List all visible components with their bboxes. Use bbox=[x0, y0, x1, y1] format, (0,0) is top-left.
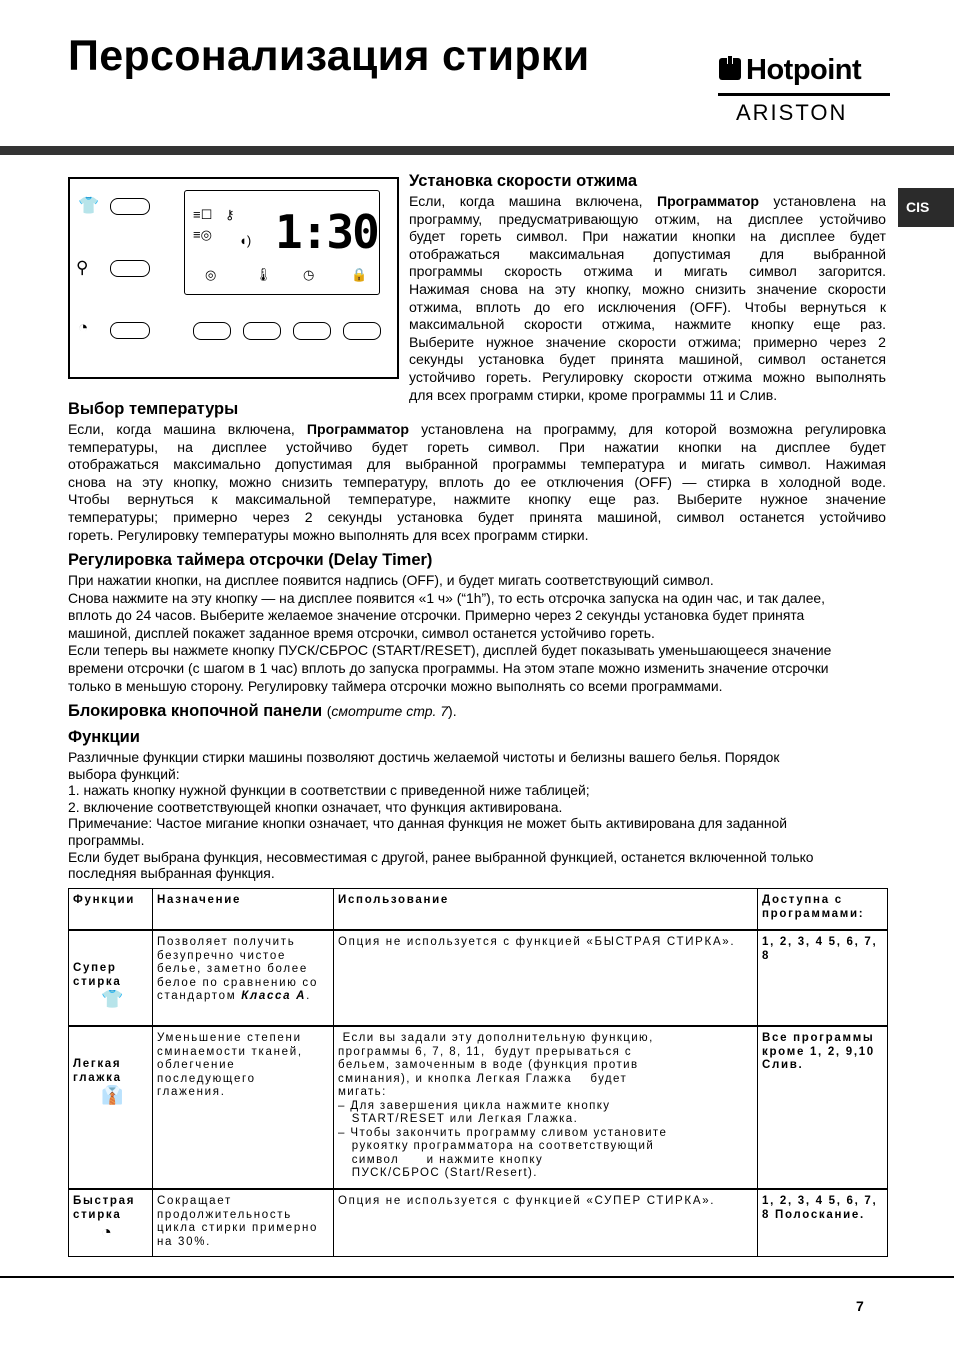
spin-text bbox=[409, 193, 886, 404]
header-usage: Использование bbox=[334, 889, 758, 931]
page-number: 7 bbox=[856, 1298, 864, 1314]
display-phase-icons-2: ≡◎ bbox=[193, 227, 212, 242]
brand-name: Hotpoint bbox=[746, 54, 862, 86]
text-line: последняя выбранная функция. bbox=[68, 865, 275, 882]
easy-iron-icon: 👔 bbox=[101, 1085, 124, 1105]
text-line: снова на эту кнопку, можно снизить температуру, вплоть до ее отключения (OFF) — стирка в холодной воде. bbox=[68, 473, 886, 490]
function-purpose: Позволяет получить безупречно чистое белье, заметно более белое по сравнению со стандартом Класса А. bbox=[153, 930, 334, 1026]
text-line: выбора функций: bbox=[68, 765, 180, 782]
function-purpose: Сокращает продолжительность цикла стирки примерно на 30%. bbox=[153, 1189, 334, 1257]
delay-text bbox=[68, 572, 886, 695]
text-line: программы скорость отжима и мигать символ загорится. bbox=[409, 263, 886, 280]
hotpoint-logo-icon bbox=[718, 54, 742, 82]
function-programs: Все программы кроме 1, 2, 9,10 Слив. bbox=[758, 1026, 888, 1189]
text-line: устойчиво гореть. Регулировку скорости отжима можно выполнять bbox=[409, 368, 886, 385]
lock-display-icon: 🔒 bbox=[351, 267, 368, 282]
brand-logo bbox=[716, 52, 892, 126]
text-line: При нажатии кнопки, на дисплее появится надпись (OFF), и будет мигать соответствующий символ. bbox=[68, 572, 714, 588]
lock-reference: смотрите стр. 7 bbox=[331, 703, 449, 719]
super-wash-icon: 👕 bbox=[78, 196, 100, 215]
super-wash-icon: 👕 bbox=[101, 989, 124, 1009]
function-name: Быстрая стирка bbox=[73, 1195, 136, 1221]
text-line: Если теперь вы нажмете кнопку ПУСК/СБРОС (START/RESET), дисплей будет показывать уменьшающееся значение bbox=[68, 642, 832, 659]
function-usage: Если вы задали эту дополнительную функцию, программы 6, 7, 8, 11, будут прерываться с бельем, замоченным в воде (функция против сминания), и кнопка Легкая Глажка будет мигать: – Для завершения цикла нажмите кнопку START/RESET или Легкая Глажка. – Чтобы закончить программу сливом установите рукоятку программатора на соответствующий символ и нажмите кнопку ПУСК/СБРОС (Start/Resert). bbox=[334, 1026, 758, 1189]
text-line: Если, когда машина включена, Программатор установлена на программу, для которой возможна регулировка bbox=[68, 421, 886, 437]
easy-iron-button bbox=[110, 260, 150, 277]
function-purpose: Уменьшение степени сминаемости тканей, облегчение последующего глажения. bbox=[153, 1026, 334, 1189]
language-tab: CIS bbox=[898, 188, 954, 227]
spin-display-icon: ◎ bbox=[205, 267, 217, 282]
text-line: максимальной скорости отжима, нажмите кнопку еще раз. bbox=[409, 316, 886, 333]
text-line: времени отсрочки (с шагом в 1 час) вплоть до запуска программы. На этом этапе можно изменить значение отсрочки bbox=[68, 659, 829, 676]
text-line: температуры; примерно через 2 секунды установка будет принята машиной, символ останется устойчиво bbox=[68, 508, 886, 525]
text-line: Нажимая снова на эту кнопку, можно снизить значение скорости bbox=[409, 280, 886, 297]
header-programs: Доступна с программами: bbox=[758, 889, 888, 931]
text-line: Если, когда машина включена, Программатор установлена на bbox=[409, 193, 886, 209]
temperature-display-icon: 🌡 bbox=[255, 267, 272, 282]
temperature-heading: Выбор температуры bbox=[68, 400, 239, 418]
delay-heading: Регулировка таймера отсрочки (Delay Timer) bbox=[68, 551, 433, 569]
display-frame bbox=[184, 190, 380, 295]
spin-button bbox=[193, 322, 231, 340]
text-line: 1. нажать кнопку нужной функции в соответствии с приведенной ниже таблицей; bbox=[68, 782, 590, 799]
text-line: отображаться максимально допустимая для выбранной программы температура и мигать символ. Нажимая bbox=[68, 456, 886, 473]
text-line: Примечание: Частое мигание кнопки означает, что данная функция не может быть активирована для заданной bbox=[68, 815, 787, 832]
spin-heading: Установка скорости отжима bbox=[409, 172, 638, 190]
temperature-text bbox=[68, 421, 886, 544]
temperature-button bbox=[243, 322, 281, 340]
text-line: Чтобы вернуться к максимальной температуре, нажмите кнопку еще раз. Выберите нужное значение bbox=[68, 491, 886, 508]
logo-divider bbox=[718, 93, 890, 96]
text-line: Если будет выбрана функция, несовместимая с другой, ранее выбранной функцией, останется включенной только bbox=[68, 848, 814, 865]
text-line: гореть. Регулировку температуры можно выполнять для всех программ стирки. bbox=[68, 526, 589, 543]
header-functions: Функции bbox=[69, 889, 153, 931]
function-programs: 1, 2, 3, 4 5, 6, 7, 8 Полоскание. bbox=[758, 1189, 888, 1257]
easy-iron-icon: ⚲ bbox=[76, 258, 89, 277]
header-purpose: Назначение bbox=[153, 889, 334, 931]
key-icon: ⚷ bbox=[225, 207, 235, 222]
functions-table bbox=[68, 888, 888, 1257]
delay-display-icon: ◷ bbox=[303, 267, 315, 282]
brand-subname: ARISTON bbox=[736, 100, 848, 125]
text-line: отжима, вплоть до его исключения (OFF). Чтобы вернуться к bbox=[409, 298, 886, 315]
text-line: отображаться максимальная допустимая для выбранной bbox=[409, 245, 886, 262]
text-line: будет гореть символ. При нажатии кнопки на дисплее будет bbox=[409, 228, 886, 245]
text-line: Снова нажмите на эту кнопку — на дисплее появится «1 ч» (“1h”), то есть отсрочка запуска на один час, и так далее, bbox=[68, 589, 825, 606]
text-line: вплоть до 24 часов. Выберите желаемое значение отсрочки. Примерно через 2 секунды установка будет принята bbox=[68, 607, 805, 624]
text-line: Выберите нужное значение скорости отжима; примерно через 2 bbox=[409, 333, 886, 350]
text-line: машиной, дисплей покажет заданное время отсрочки, символ останется устойчиво гореть. bbox=[68, 624, 655, 641]
function-usage: Опция не используется с функцией «БЫСТРАЯ СТИРКА». bbox=[334, 930, 758, 1026]
lock-section: Блокировка кнопочной панели (смотрите стр. 7). bbox=[68, 702, 457, 720]
table-row bbox=[69, 1189, 888, 1257]
lock-heading: Блокировка кнопочной панели bbox=[68, 702, 323, 720]
functions-text bbox=[68, 749, 886, 882]
function-programs: 1, 2, 3, 4 5, 6, 7, 8 bbox=[758, 930, 888, 1026]
quick-wash-icon: ◔ bbox=[101, 1222, 112, 1242]
text-line: программы. bbox=[68, 831, 145, 848]
footer-rule bbox=[0, 1276, 954, 1278]
display-time: 1:30 bbox=[275, 205, 378, 259]
function-usage: Опция не используется с функцией «СУПЕР СТИРКА». bbox=[334, 1189, 758, 1257]
text-line: Различные функции стирки машины позволяют достичь желаемой чистоты и белизны вашего белья. Порядок bbox=[68, 749, 780, 765]
sound-icon: ◖) bbox=[239, 233, 252, 248]
function-name: Легкая глажка bbox=[73, 1058, 122, 1084]
super-wash-button bbox=[110, 198, 150, 215]
page-title: Персонализация стирки bbox=[68, 32, 590, 80]
table-row bbox=[69, 1026, 888, 1189]
text-line: секунды установка будет принята машиной, символ останется bbox=[409, 351, 886, 368]
text-line: только в меньшую сторону. Регулировку таймера отсрочки можно выполнять со всеми программами. bbox=[68, 677, 723, 694]
control-panel-illustration bbox=[68, 177, 399, 379]
text-line: 2. включение соответствующей кнопки означает, что функция активирована. bbox=[68, 798, 563, 815]
text-line: температуры, на дисплее устойчиво будет гореть символ. При нажатии кнопки на дисплее будет bbox=[68, 438, 886, 455]
table-row bbox=[69, 930, 888, 1026]
quick-wash-button bbox=[110, 322, 150, 339]
functions-heading: Функции bbox=[68, 728, 140, 746]
text-line: программу, предусматривающую отжим, на дисплее устойчиво bbox=[409, 210, 886, 227]
text-line: для всех программ стирки, кроме программы 11 и Слив. bbox=[409, 386, 778, 403]
header-rule bbox=[0, 146, 954, 155]
function-name: Супер стирка bbox=[73, 962, 122, 988]
delay-button bbox=[293, 322, 331, 340]
display-phase-icons: ≡☐ bbox=[193, 207, 213, 222]
quick-wash-icon: ◔ bbox=[78, 318, 89, 337]
lock-button bbox=[343, 322, 381, 340]
